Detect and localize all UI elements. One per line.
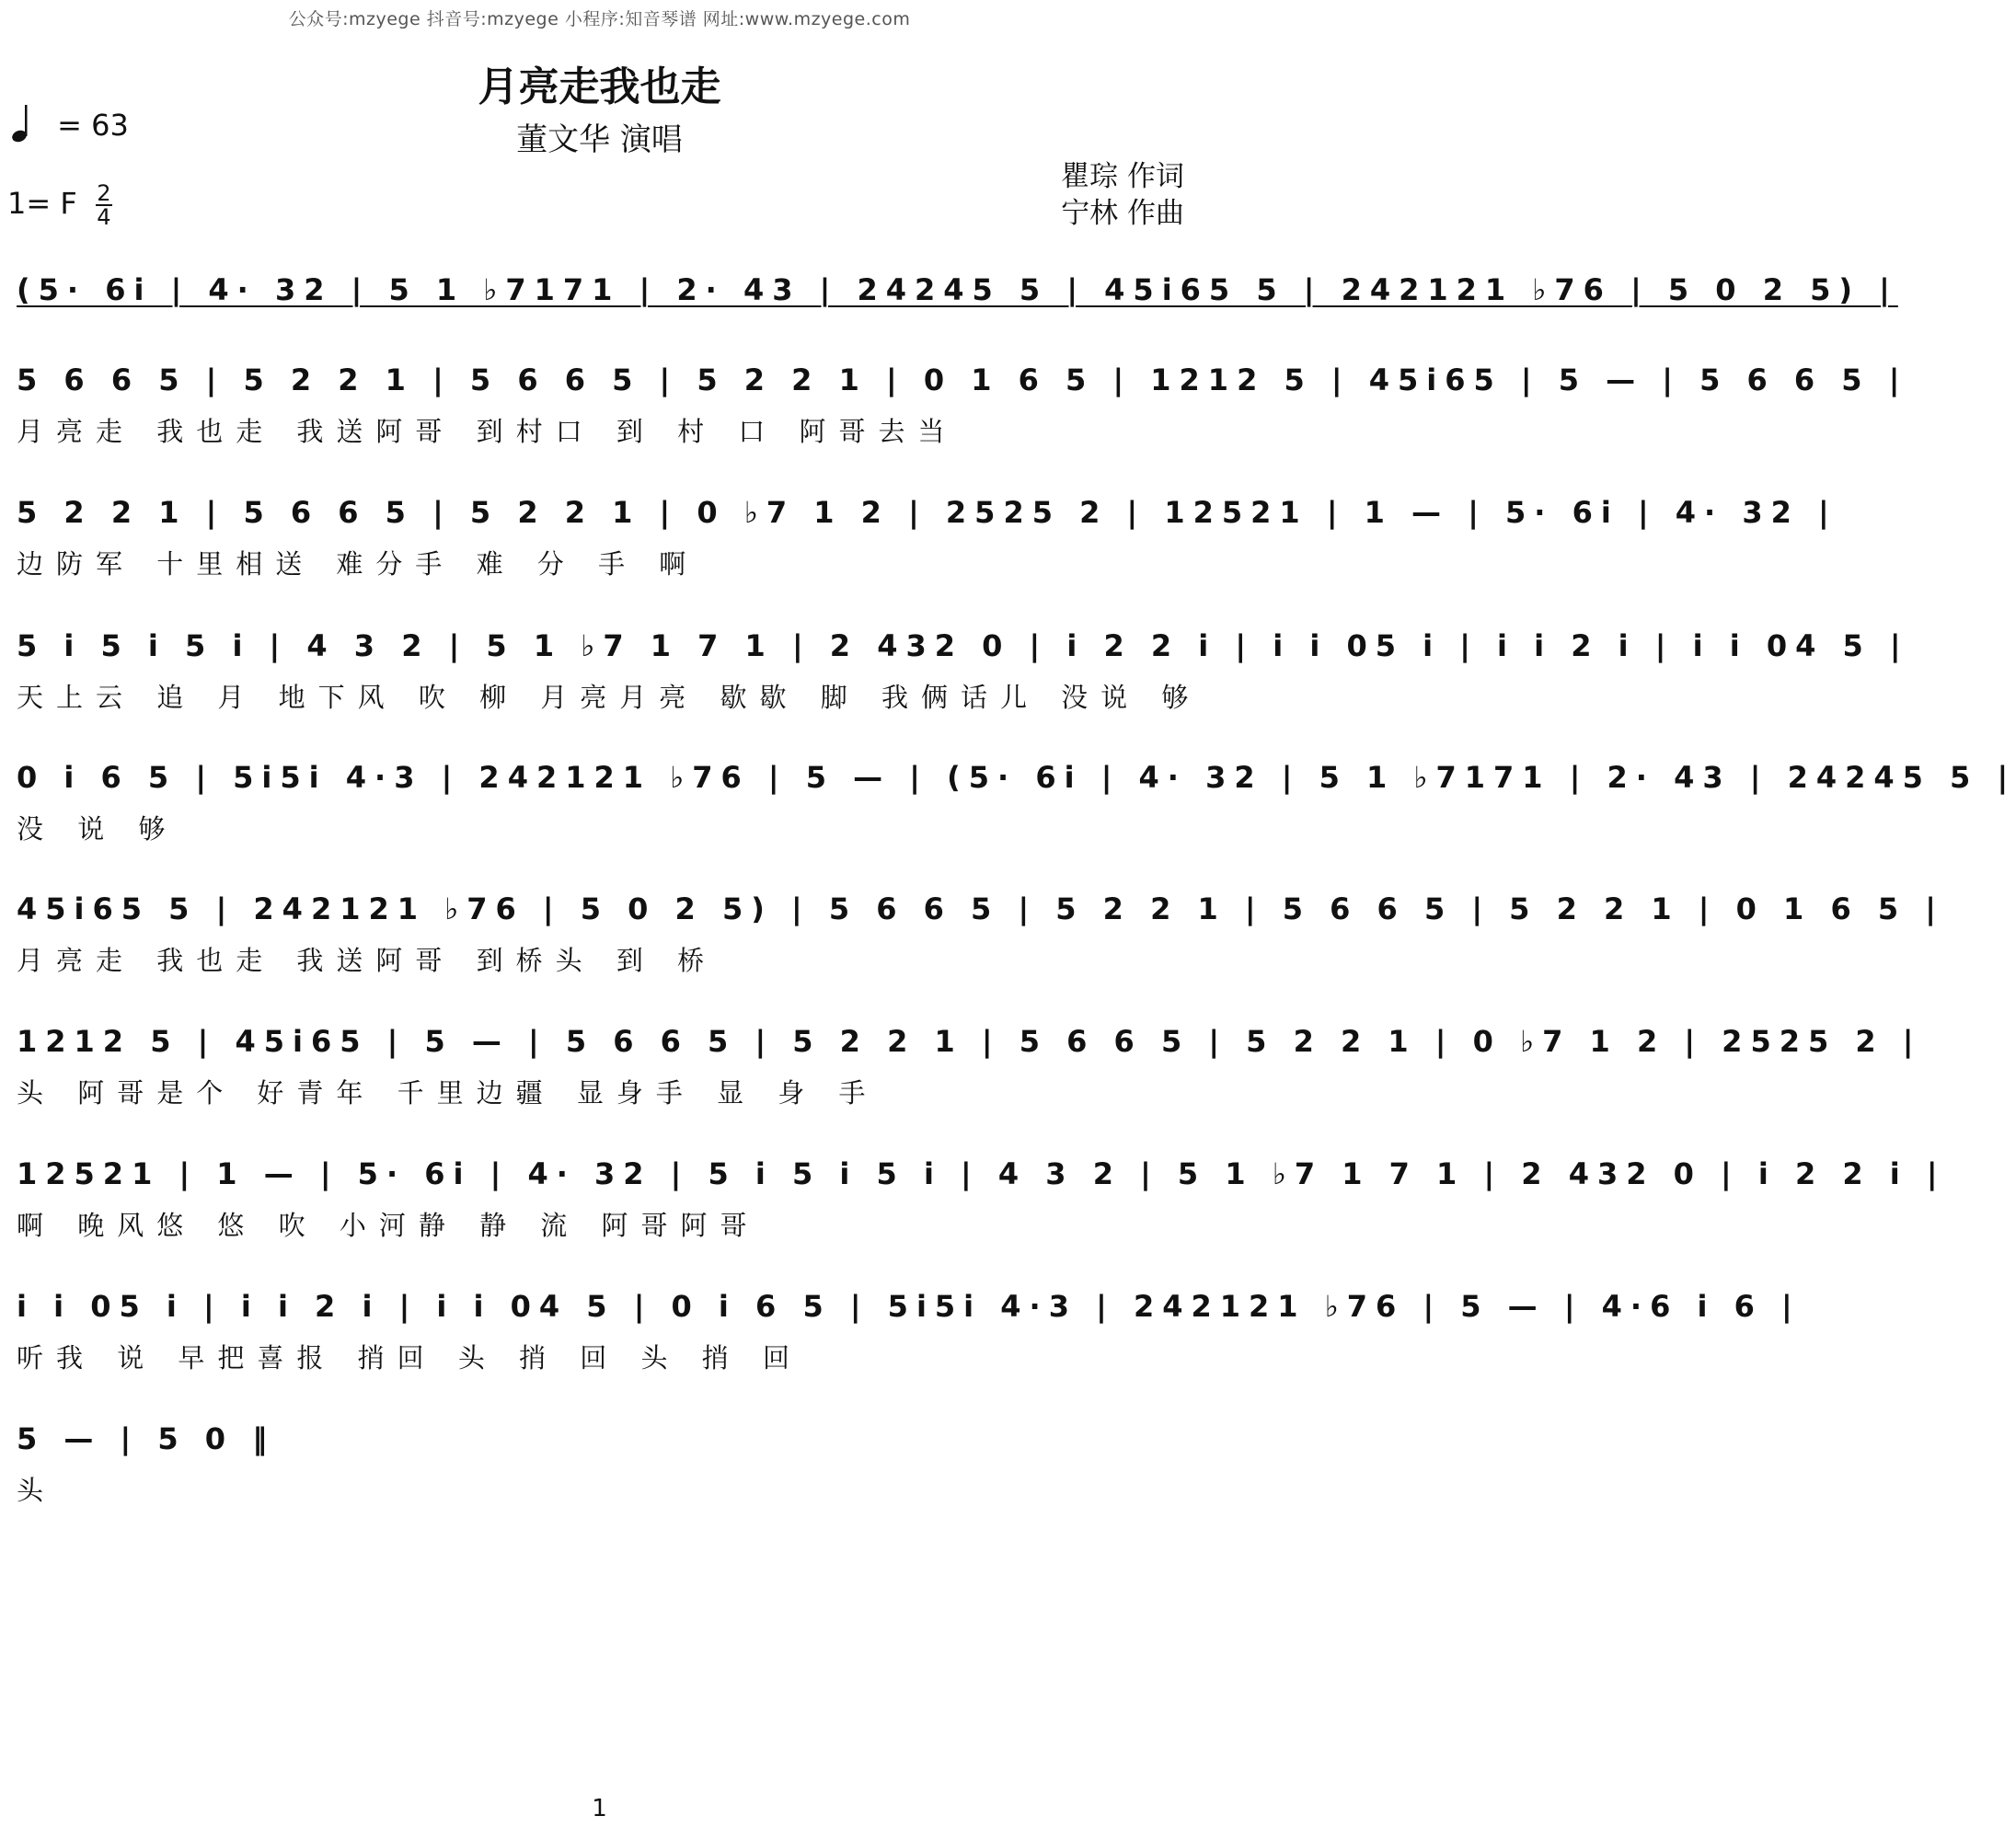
meter-bottom: 4 (97, 204, 111, 230)
notes-line: 5 — | 5 0 ‖ (17, 1421, 276, 1456)
performer-credit: 董文华 演唱 (516, 121, 683, 158)
header-info-line: 公众号:mzyege 抖音号:mzyege 小程序:知音琴谱 网址:www.mzyege.com (288, 9, 911, 29)
notes-line: 5 6 6 5 | 5 2 2 1 | 5 6 6 5 | 5 2 2 1 | 0 1 6 5 | 1212 5 | 45i65 | 5 — | 5 6 6 5 | (17, 362, 1908, 397)
lyrics-line: 头 阿哥是个 好青年 千里边疆 显身手 显 身 手 (17, 1077, 879, 1109)
notes-line: 45i65 5 | 242121 ♭76 | 5 0 2 5) | 5 6 6 5 | 5 2 2 1 | 5 6 6 5 | 5 2 2 1 | 0 1 6 5 | (17, 891, 1944, 926)
notes-line: 0 i 6 5 | 5i5i 4·3 | 242121 ♭76 | 5 — | (5· 6i | 4· 32 | 5 1 ♭7171 | 2· 43 | 24245 5 | (17, 760, 2016, 795)
notes-line: 5 i 5 i 5 i | 4 3 2 | 5 1 ♭7 1 7 1 | 2 432 0 | i 2 2 i | i i 05 i | i i 2 i | i i 04 5 | (17, 628, 1909, 663)
score-row (17, 750, 2016, 845)
composer-credit: 宁林 作曲 (1061, 197, 1184, 230)
notes-line: (5· 6i | 4· 32 | 5 1 ♭7171 | 2· 43 | 24245 5 | 45i65 5 | 242121 ♭76 | 5 0 2 5) | (17, 272, 1898, 307)
notes-line: 1212 5 | 45i65 | 5 — | 5 6 6 5 | 5 2 2 1 | 5 6 6 5 | 5 2 2 1 | 0 ♭7 1 2 | 2525 2 | (17, 1024, 1922, 1059)
score-row (17, 485, 1837, 580)
lyrics-line: 月亮走 我也走 我送阿哥 到村口 到 村 口 阿哥去当 (17, 416, 958, 447)
score-row (17, 352, 1908, 448)
lyrics-line: 天上云 追 月 地下风 吹 柳 月亮月亮 歇歇 脚 我俩话儿 没说 够 (17, 682, 1202, 713)
lyrics-line: 月亮走 我也走 我送阿哥 到桥头 到 桥 (17, 945, 718, 976)
notes-line: 12521 | 1 — | 5· 6i | 4· 32 | 5 i 5 i 5 i | 4 3 2 | 5 1 ♭7 1 7 1 | 2 432 0 | i 2 2 i | (17, 1156, 1946, 1191)
lyrics-line: 没 说 够 (17, 813, 179, 845)
lyrics-line: 边防军 十里相送 难分手 难 分 手 啊 (17, 548, 699, 580)
score-row (17, 262, 1898, 358)
score-row (17, 1014, 1922, 1109)
notes-line: i i 05 i | i i 2 i | i i 04 5 | 0 i 6 5 | 5i5i 4·3 | 242121 ♭76 | 5 — | 4·6 i 6 | (17, 1289, 1801, 1324)
page-number: 1 (592, 1795, 607, 1822)
score-row (17, 1146, 1946, 1242)
meter-top: 2 (97, 180, 111, 206)
score-row (17, 881, 1944, 977)
lyrics-line: 啊 晚风悠 悠 吹 小河静 静 流 阿哥阿哥 (17, 1210, 760, 1241)
score-row (17, 1279, 1801, 1374)
song-title: 月亮走我也走 (478, 63, 721, 110)
score-row (17, 618, 1909, 714)
key-label: 1= F (7, 186, 77, 221)
score-row (17, 1411, 1178, 1507)
lyricist-credit: 瞿琮 作词 (1061, 160, 1184, 193)
lyrics-line: 头 (17, 1475, 57, 1506)
tempo-value: = 63 (57, 108, 129, 143)
lyrics-line: 听我 说 早把喜报 捎回 头 捎 回 头 捎 回 (17, 1342, 802, 1374)
notes-line: 5 2 2 1 | 5 6 6 5 | 5 2 2 1 | 0 ♭7 1 2 | 2525 2 | 12521 | 1 — | 5· 6i | 4· 32 | (17, 495, 1837, 530)
